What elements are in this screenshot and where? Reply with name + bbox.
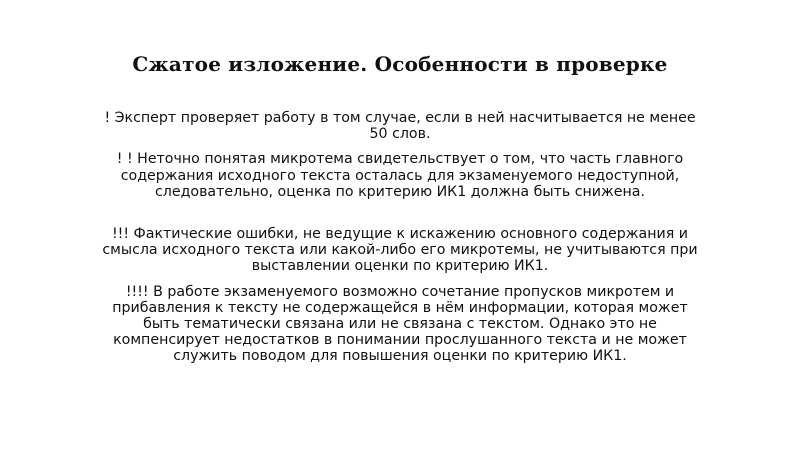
note-paragraph-2: ! ! Неточно понятая микротема свидетельствует о том, что часть главного содержания исходного текста осталась для экзаменуемого недоступной, следовательно, оценка по критерию ИК1 должна быть снижена. <box>116 151 684 200</box>
note-paragraph-1: ! Эксперт проверяет работу в том случае, если в ней насчитывается не менее 50 слов. <box>104 110 696 143</box>
slide-body <box>100 110 700 374</box>
note-paragraph-3: !!! Фактические ошибки, не ведущие к искажению основного содержания и смысла исходного текста или какой-либо его микротемы, не учитываются при выставлении оценки по критерию ИК1. <box>102 226 698 275</box>
note-paragraph-4: !!!! В работе экзаменуемого возможно сочетание пропусков микротем и прибавления к тексту не содержащейся в нём информации, которая может быть тематически связана или не связана с текстом. Однако это не компенсирует недостатков в понимании прослушанного текста и не может служить поводом для повышения оценки по критерию ИК1. <box>112 283 688 365</box>
slide-title: Сжатое изложение. Особенности в проверке <box>132 52 668 76</box>
